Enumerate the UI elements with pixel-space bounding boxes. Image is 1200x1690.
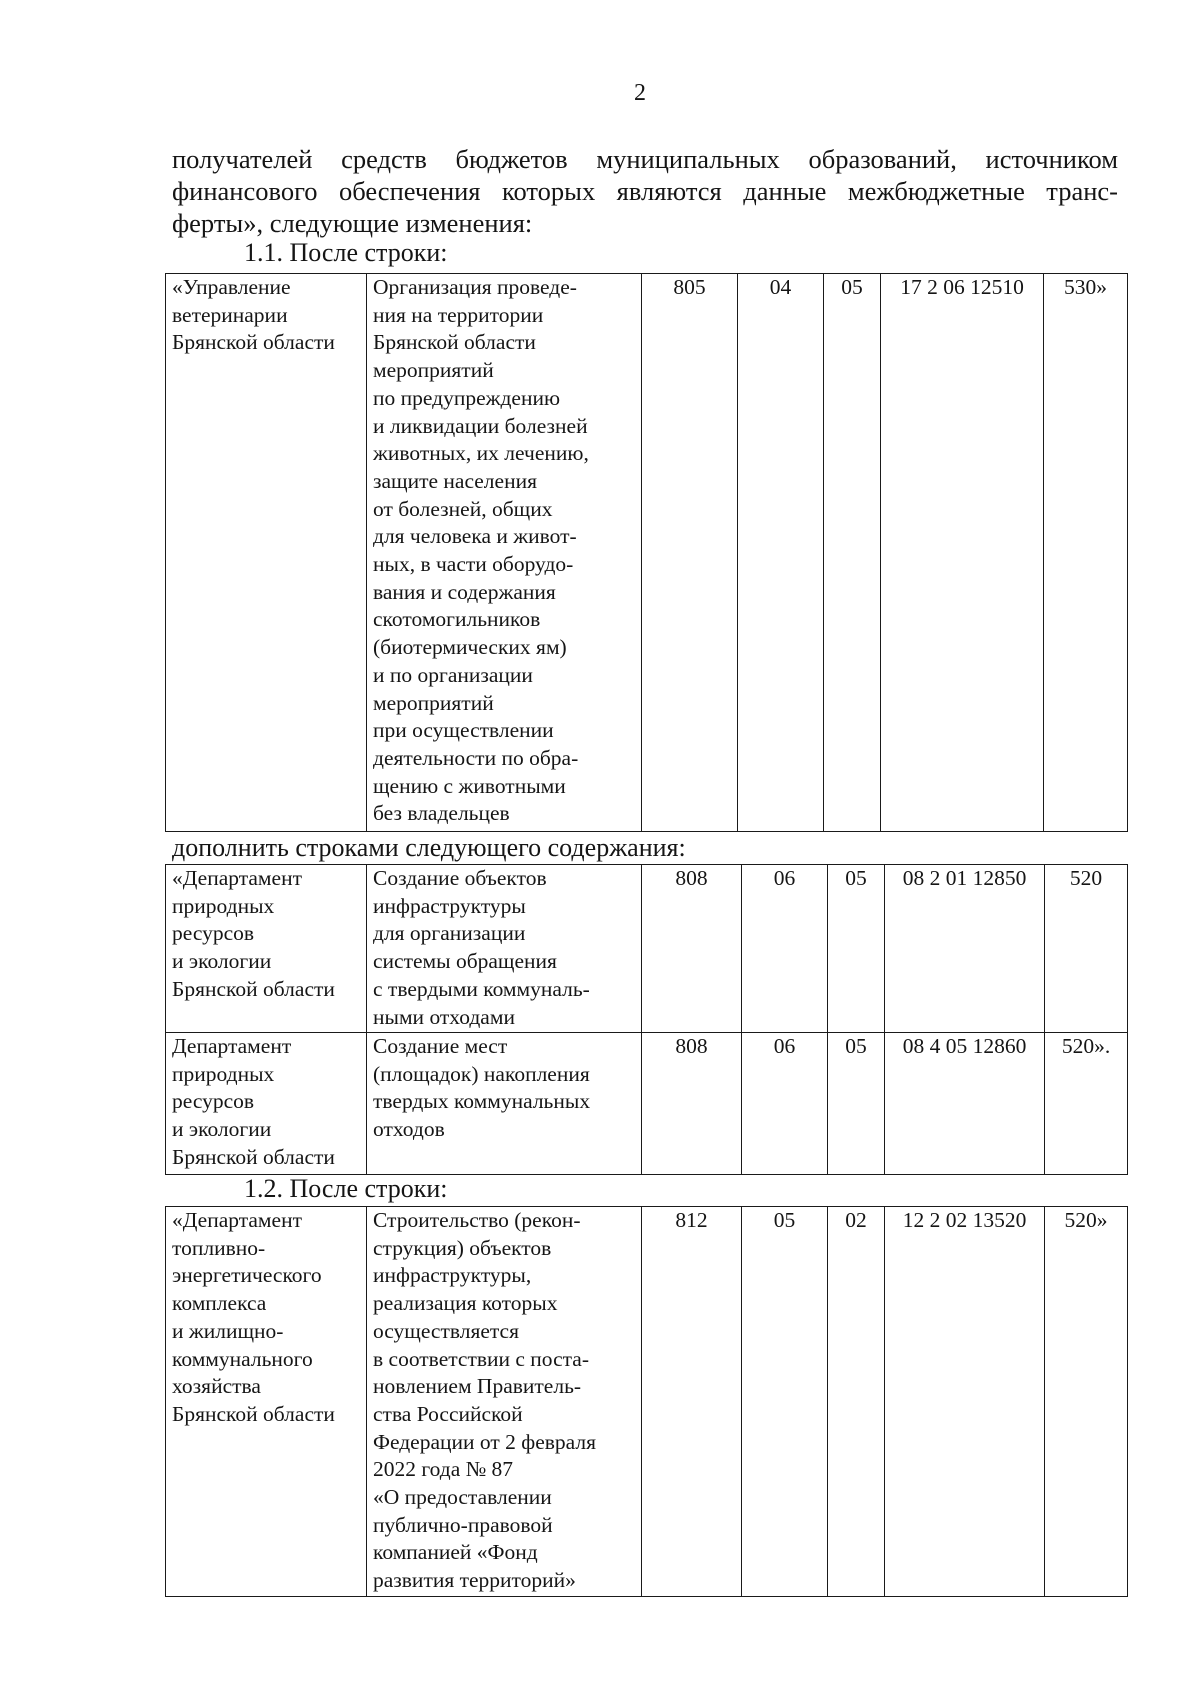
organization-cell: Департамент природных ресурсов и экологии Брянской области bbox=[166, 1033, 367, 1175]
table-section-1-2 bbox=[165, 1206, 1128, 1597]
name-cell: Строительство (рекон- струкция) объектов инфраструктуры, реализация которых осуществляется в соответствии с поста- новлением Правитель- ства Российской Федерации от 2 февраля 2022 года № 87 «О предоставлении публично-правовой компанией «Фонд развития территорий» bbox=[367, 1207, 642, 1597]
subsection-cell: 05 bbox=[828, 865, 885, 1033]
subsection-cell: 02 bbox=[828, 1207, 885, 1597]
supplement-heading: дополнить строками следующего содержания: bbox=[172, 833, 686, 862]
section-cell: 06 bbox=[742, 1033, 828, 1175]
table-row bbox=[166, 1033, 1128, 1175]
intro-paragraph bbox=[172, 143, 1118, 239]
expense-type-cell: 520». bbox=[1045, 1033, 1128, 1175]
name-cell: Создание объектов инфраструктуры для организации системы обращения с твердыми коммуналь- ными отходами bbox=[367, 865, 642, 1033]
table-row bbox=[166, 1207, 1128, 1597]
intro-line: получателей средств бюджетов муниципальных образований, источником bbox=[172, 144, 1118, 174]
page-number: 2 bbox=[634, 80, 646, 106]
table-section-1-1 bbox=[165, 273, 1128, 832]
code-cell: 805 bbox=[642, 274, 738, 832]
table-row bbox=[166, 865, 1128, 1033]
code-cell: 808 bbox=[642, 1033, 742, 1175]
organization-cell: «Департамент топливно- энергетического комплекса и жилищно- коммунального хозяйства Брянской области bbox=[166, 1207, 367, 1597]
target-article-cell: 17 2 06 12510 bbox=[881, 274, 1044, 832]
section-heading-1-1: 1.1. После строки: bbox=[244, 238, 448, 267]
name-cell: Организация проведе- ния на территории Брянской области мероприятий по предупреждению и ликвидации болезней животных, их лечению, защите населения от болезней, общих для человека и живот- ных, в части оборудо- вания и содержания скотомогильников (биотермических ям) и по организации мероприятий при осуществлении деятельности по обра- щению с животными без владельцев bbox=[367, 274, 642, 832]
section-cell: 04 bbox=[738, 274, 824, 832]
organization-cell: «Департамент природных ресурсов и экологии Брянской области bbox=[166, 865, 367, 1033]
expense-type-cell: 520 bbox=[1045, 865, 1128, 1033]
expense-type-cell: 520» bbox=[1045, 1207, 1128, 1597]
name-cell: Создание мест (площадок) накопления твердых коммунальных отходов bbox=[367, 1033, 642, 1175]
section-cell: 06 bbox=[742, 865, 828, 1033]
intro-line: ферты», следующие изменения: bbox=[172, 208, 533, 238]
table-supplement bbox=[165, 864, 1128, 1175]
code-cell: 808 bbox=[642, 865, 742, 1033]
expense-type-cell: 530» bbox=[1044, 274, 1128, 832]
table-row bbox=[166, 274, 1128, 832]
section-heading-1-2: 1.2. После строки: bbox=[244, 1174, 448, 1203]
code-cell: 812 bbox=[642, 1207, 742, 1597]
subsection-cell: 05 bbox=[828, 1033, 885, 1175]
target-article-cell: 08 2 01 12850 bbox=[885, 865, 1045, 1033]
section-cell: 05 bbox=[742, 1207, 828, 1597]
target-article-cell: 08 4 05 12860 bbox=[885, 1033, 1045, 1175]
target-article-cell: 12 2 02 13520 bbox=[885, 1207, 1045, 1597]
intro-line: финансового обеспечения которых являются данные межбюджетные транс- bbox=[172, 176, 1118, 206]
subsection-cell: 05 bbox=[824, 274, 881, 832]
organization-cell: «Управление ветеринарии Брянской области bbox=[166, 274, 367, 832]
